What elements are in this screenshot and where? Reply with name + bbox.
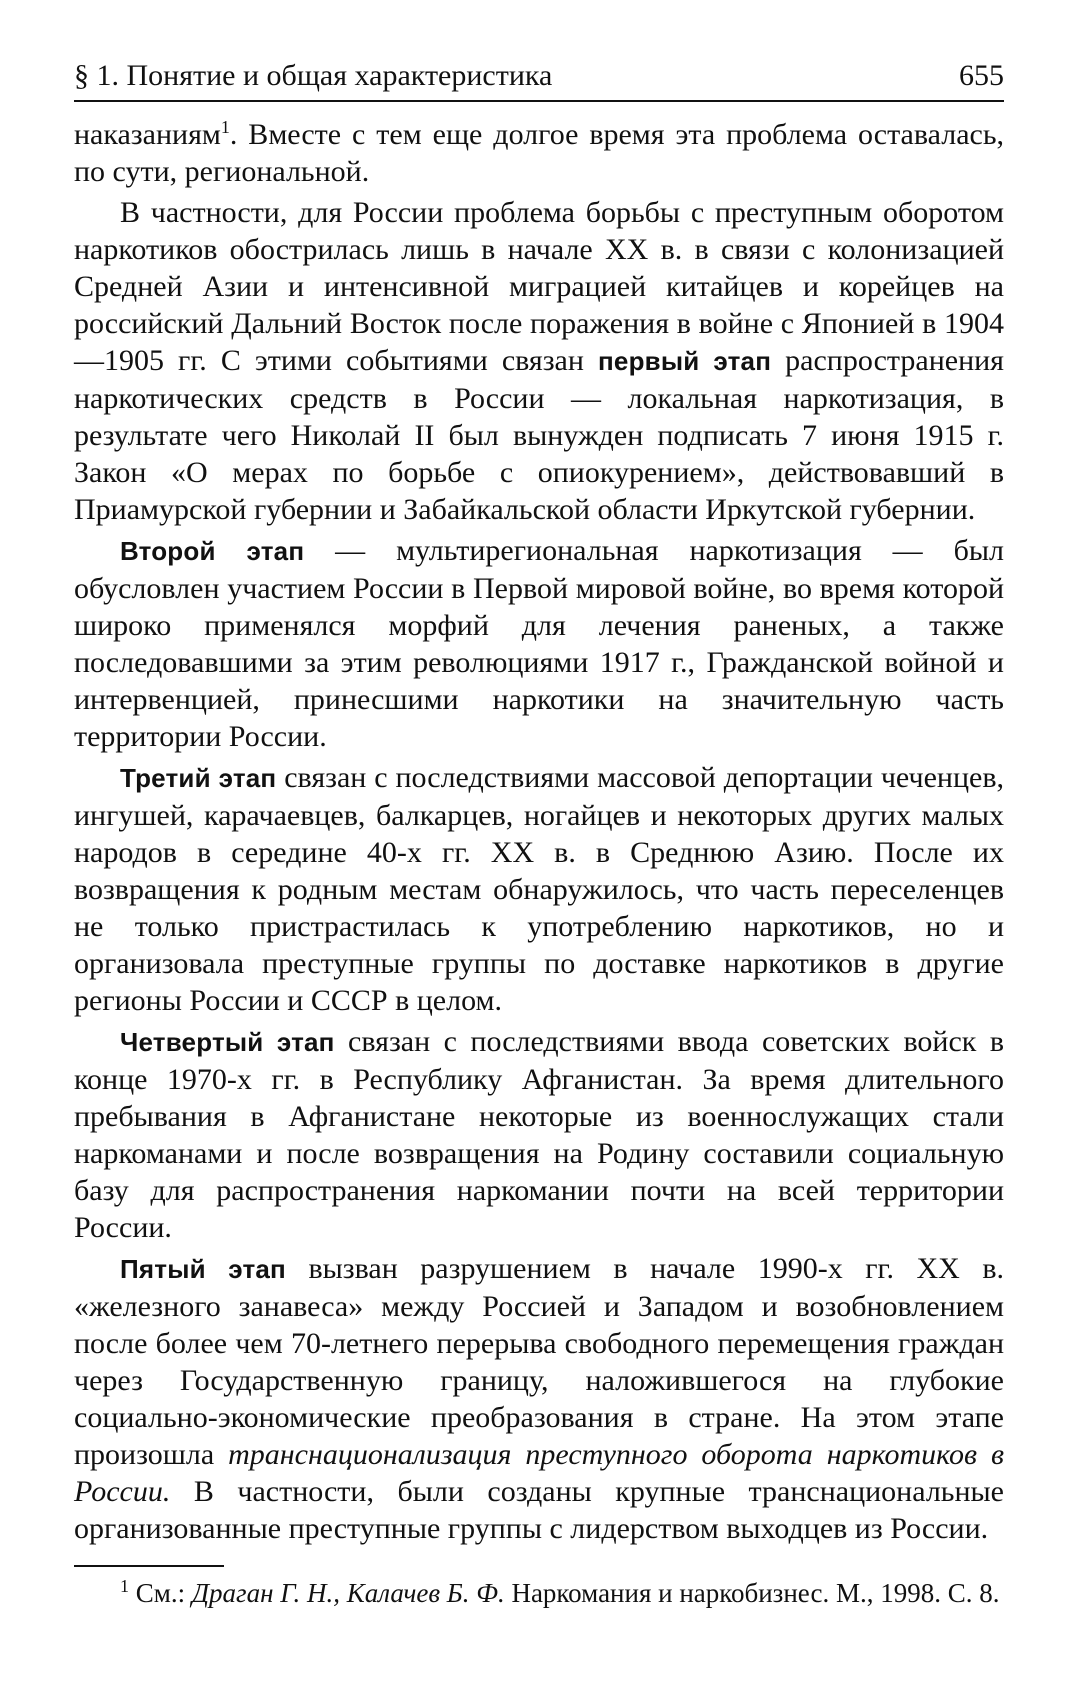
paragraph-text: связан с последствиями ввода советских войск в конце 1970-х гг. в Республику Афганистан. За время длительного пребывания в Афганистане некоторые из военнослужащих стали наркоманами и после возвращения на Родину составили социальную базу для распространения наркомании почти на всей территории России.: [74, 1025, 1004, 1244]
paragraph-text: связан с последствиями массовой депортации чеченцев, ингушей, карачаевцев, балкарцев, ногайцев и некоторых других малых народов в середине 40-х гг. XX в. в Среднюю Азию. После их возвращения к родным местам обнаружилось, что часть переселенцев не только пристрастилась к употреблению наркотиков, но и организовала преступные группы по доставке наркотиков в другие регионы России и СССР в целом.: [74, 761, 1004, 1017]
bold-term: Третий этап: [120, 763, 277, 793]
paragraph-text: — мультирегиональная наркотизация — был обусловлен участием России в Первой мировой войне, во время которой широко применялся морфий для лечения раненых, а также последовавшими за этим революциями 1917 г., Гражданской войной и интервенцией, принесшими наркотики на значительную часть территории России.: [74, 534, 1004, 753]
footnote: [74, 1575, 1004, 1611]
bold-term: первый этап: [598, 346, 772, 376]
footnote-reference: 1: [220, 117, 230, 137]
paragraph-fifth-stage: [74, 1250, 1004, 1547]
paragraph-first-stage: [74, 194, 1004, 528]
page-number: 655: [959, 59, 1004, 92]
footnote-authors: Драган Г. Н., Калачев Б. Ф.: [191, 1578, 505, 1608]
bold-term: Второй этап: [120, 536, 305, 566]
footnote-number: 1: [120, 1576, 129, 1596]
paragraph-third-stage: [74, 759, 1004, 1019]
running-head: [74, 56, 1004, 102]
bold-term: Пятый этап: [120, 1254, 286, 1284]
footnote-prefix: См.:: [129, 1578, 192, 1608]
italic-phrase: транснационализация преступного оборота наркотиков в России.: [74, 1438, 1005, 1508]
book-page: [74, 56, 1004, 1611]
main-text: [74, 116, 1004, 1547]
paragraph-text: В частности, для России проблема борьбы с преступным оборотом наркотиков обострилась лишь в начале XX в. в связи с колонизацией Средней Азии и интенсивной миграцией китайцев и корейцев на российский Дальний Восток после поражения в войне с Японией в 1904—1905 гг. С этими событиями связан: [74, 196, 1004, 377]
paragraph-text: . Вместе с тем еще долгое время эта проблема оставалась, по сути, региональной.: [74, 118, 1004, 188]
footnote-citation: Наркомания и наркобизнес. М., 1998. С. 8.: [504, 1578, 1000, 1608]
footnote-divider: [74, 1565, 224, 1567]
paragraph-second-stage: [74, 532, 1004, 755]
paragraph-fourth-stage: [74, 1023, 1004, 1246]
paragraph-continuation: [74, 116, 1004, 190]
paragraph-text: распространения наркотических средств в России — локальная наркотизация, в результате чего Николай II был вынужден подписать 7 июня 1915 г. Закон «О мерах по борьбе с опиокурением», действовавший в Приамурской губернии и Забайкальской области Иркутской губернии.: [74, 344, 1004, 526]
section-title: § 1. Понятие и общая характеристика: [74, 59, 553, 92]
bold-term: Четвертый этап: [120, 1027, 335, 1057]
paragraph-text: вызван разрушением в начале 1990-х гг. XX в. «железного занавеса» между Россией и Западом и возобновлением после более чем 70-летнего перерыва свободного перемещения граждан через Государственную границу, наложившегося на глубокие социально-экономические преобразования в стране. На этом этапе произошла: [74, 1252, 1004, 1471]
paragraph-text: В частности, были созданы крупные транснациональные организованные преступные группы с лидерством выходцев из России.: [74, 1475, 1004, 1545]
paragraph-text: наказаниям: [74, 118, 221, 151]
